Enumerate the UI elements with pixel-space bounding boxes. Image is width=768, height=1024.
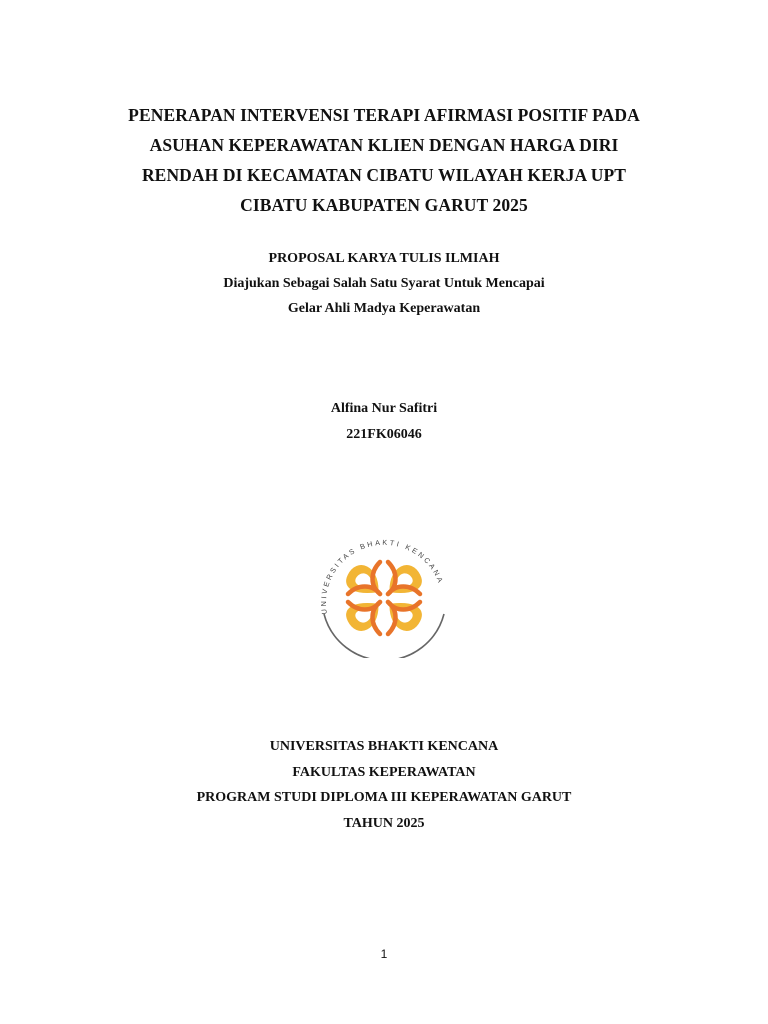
proposal-description: [0, 246, 768, 321]
author-info: [0, 396, 768, 448]
author-name: Alfina Nur Safitri: [330, 401, 438, 416]
title-line-2: ASUHAN KEPERAWATAN KLIEN DENGAN HARGA DIRI: [149, 135, 619, 155]
title-line-3: RENDAH DI KECAMATAN CIBATU WILAYAH KERJA UPT: [141, 165, 627, 185]
student-id: 221FK06046: [346, 427, 422, 442]
title-line-4: CIBATU KABUPATEN GARUT 2025: [240, 195, 528, 215]
university-name: UNIVERSITAS BHAKTI KENCANA: [269, 739, 499, 754]
institution-info: [0, 734, 768, 836]
document-year: TAHUN 2025: [343, 815, 425, 831]
faculty-name: FAKULTAS KEPERAWATAN: [292, 764, 476, 780]
proposal-purpose-line-2: Gelar Ahli Madya Keperawatan: [287, 301, 481, 316]
university-seal-icon: [308, 518, 460, 658]
university-seal-graphic: [308, 518, 460, 658]
page-number: 1: [380, 947, 388, 961]
study-program: PROGRAM STUDI DIPLOMA III KEPERAWATAN GARUT: [196, 790, 572, 805]
proposal-purpose-line-1: Diajukan Sebagai Salah Satu Syarat Untuk Mencapai: [223, 276, 545, 291]
document-title: [0, 100, 768, 220]
svg-text:UNIVERSITAS BHAKTI KENCANA: UNIVERSITAS BHAKTI KENCANA: [318, 537, 446, 615]
proposal-heading: PROPOSAL KARYA TULIS ILMIAH: [268, 251, 500, 266]
title-line-1: PENERAPAN INTERVENSI TERAPI AFIRMASI POSITIF PADA: [128, 105, 640, 125]
